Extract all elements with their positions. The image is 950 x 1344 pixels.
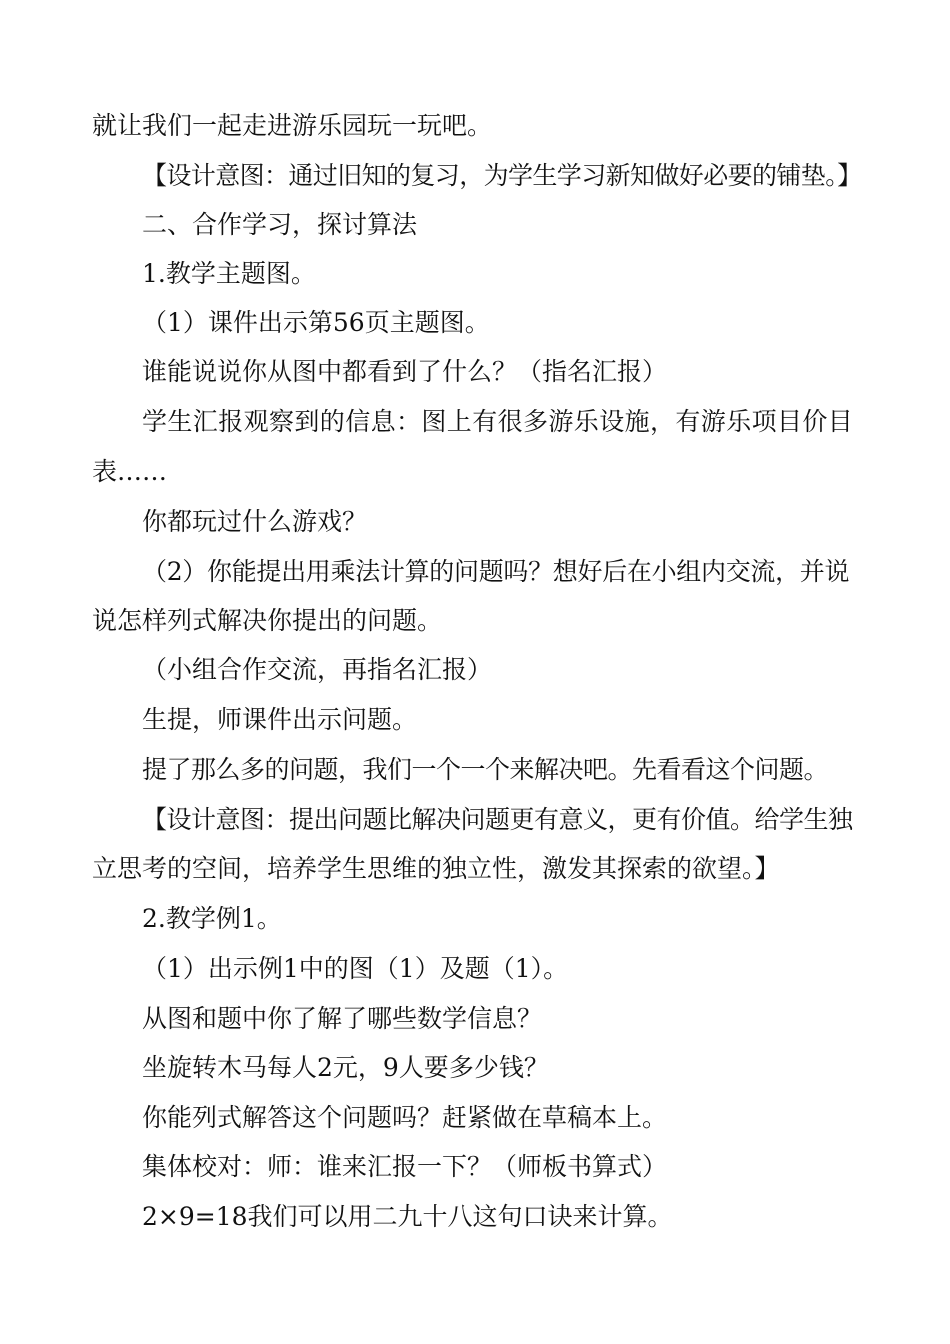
text-line: 就让我们一起走进游乐园玩一玩吧。 <box>92 111 493 140</box>
subsection-heading: 2.教学例1。 <box>142 904 282 933</box>
text-line: 集体校对：师：谁来汇报一下？（师板书算式） <box>142 1152 668 1181</box>
design-intent-note: 立思考的空间，培养学生思维的独立性，激发其探索的欲望。】 <box>92 854 780 883</box>
text-line: 说怎样列式解决你提出的问题。 <box>92 606 443 635</box>
section-heading: 二、合作学习，探讨算法 <box>142 210 418 239</box>
design-intent-note: 【设计意图：提出问题比解决问题更有意义，更有价值。给学生独 <box>142 805 853 834</box>
text-line: （2）你能提出用乘法计算的问题吗？想好后在小组内交流，并说 <box>142 557 850 586</box>
text-line: 2×9=18我们可以用二九十八这句口诀来计算。 <box>142 1202 673 1231</box>
text-line: （小组合作交流，再指名汇报） <box>142 655 493 684</box>
text-line: 学生汇报观察到的信息：图上有很多游乐设施，有游乐项目价目 <box>142 407 854 436</box>
text-line: 你能列式解答这个问题吗？赶紧做在草稿本上。 <box>142 1103 668 1132</box>
text-line: 表…… <box>92 457 168 486</box>
text-line: 提了那么多的问题，我们一个一个来解决吧。先看看这个问题。 <box>142 755 829 784</box>
text-line: 从图和题中你了解了哪些数学信息？ <box>142 1004 543 1033</box>
text-line: 谁能说说你从图中都看到了什么？（指名汇报） <box>142 357 668 386</box>
design-intent-note: 【设计意图：通过旧知的复习，为学生学习新知做好必要的铺垫。】 <box>142 161 862 190</box>
text-line: 你都玩过什么游戏？ <box>142 507 368 536</box>
subsection-heading: 1.教学主题图。 <box>142 259 316 288</box>
text-line: 坐旋转木马每人2元，9人要多少钱？ <box>142 1053 549 1082</box>
text-line: （1）课件出示第56页主题图。 <box>142 308 490 337</box>
text-line: 生提，师课件出示问题。 <box>142 705 418 734</box>
text-line: （1）出示例1中的图（1）及题（1）。 <box>142 954 569 983</box>
